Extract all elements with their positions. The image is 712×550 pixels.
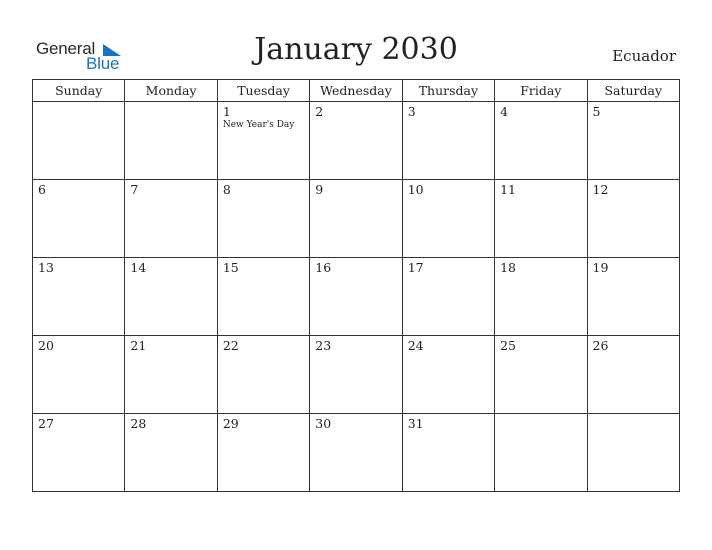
logo-text-general: General — [36, 39, 96, 58]
weekday-header-sunday: Sunday — [33, 80, 125, 102]
day-number: 19 — [592, 260, 609, 275]
day-cell — [587, 414, 679, 492]
day-cell — [125, 414, 217, 492]
day-cell — [310, 258, 402, 336]
day-cell — [217, 102, 309, 180]
day-cell — [33, 258, 125, 336]
day-cell — [402, 102, 494, 180]
week-row — [33, 336, 680, 414]
week-row — [33, 102, 680, 180]
day-cell — [402, 336, 494, 414]
week-row — [33, 258, 680, 336]
day-cell — [33, 102, 125, 180]
day-cell — [310, 180, 402, 258]
day-cell — [310, 102, 402, 180]
day-cell — [217, 180, 309, 258]
day-number: 20 — [38, 338, 54, 353]
weekday-header-friday: Friday — [495, 80, 587, 102]
day-number: 12 — [592, 182, 609, 197]
week-row — [33, 414, 680, 492]
day-number: 21 — [130, 338, 147, 353]
day-number: 13 — [38, 260, 54, 275]
day-number: 11 — [500, 182, 517, 197]
day-cell — [33, 414, 125, 492]
day-cell — [402, 414, 494, 492]
weekday-header-thursday: Thursday — [402, 80, 494, 102]
day-cell — [495, 414, 587, 492]
day-number — [588, 414, 679, 417]
calendar-grid — [32, 79, 680, 492]
day-cell — [495, 102, 587, 180]
day-cell — [125, 336, 217, 414]
day-number: 7 — [130, 182, 139, 197]
day-number: 27 — [38, 416, 54, 431]
day-cell — [587, 258, 679, 336]
country-label: Ecuador — [612, 47, 676, 65]
weekday-header-tuesday: Tuesday — [217, 80, 309, 102]
day-number: 30 — [315, 416, 332, 431]
day-cell — [587, 336, 679, 414]
day-number: 9 — [315, 182, 324, 197]
day-number: 1 — [222, 104, 231, 119]
calendar-title: January 2030 — [254, 32, 458, 67]
day-number: 22 — [222, 338, 239, 353]
day-number: 23 — [315, 338, 332, 353]
day-cell — [495, 180, 587, 258]
day-number: 31 — [407, 416, 424, 431]
day-cell — [402, 258, 494, 336]
day-number: 2 — [315, 104, 324, 119]
day-number: 14 — [130, 260, 147, 275]
day-number — [33, 102, 124, 105]
logo-text-blue: Blue — [86, 54, 120, 73]
day-cell — [33, 180, 125, 258]
weekday-header-wednesday: Wednesday — [310, 80, 402, 102]
day-number: 4 — [500, 104, 509, 119]
day-number: 17 — [407, 260, 424, 275]
day-cell — [125, 180, 217, 258]
day-number: 10 — [407, 182, 424, 197]
day-number: 6 — [38, 182, 46, 197]
day-number: 25 — [500, 338, 517, 353]
day-number: 5 — [592, 104, 601, 119]
day-cell — [310, 336, 402, 414]
holiday-label: New Year's Day — [222, 120, 295, 130]
day-number: 8 — [222, 182, 231, 197]
weekday-header-monday: Monday — [125, 80, 217, 102]
day-cell — [587, 180, 679, 258]
day-number: 24 — [407, 338, 424, 353]
day-number — [495, 414, 586, 417]
day-number — [125, 102, 216, 105]
day-cell — [125, 102, 217, 180]
day-number: 28 — [130, 416, 147, 431]
day-cell — [125, 258, 217, 336]
day-cell — [310, 414, 402, 492]
day-number: 18 — [500, 260, 517, 275]
day-number: 26 — [592, 338, 609, 353]
day-number: 16 — [315, 260, 332, 275]
day-number: 15 — [222, 260, 239, 275]
day-cell — [33, 336, 125, 414]
weekday-header-saturday: Saturday — [587, 80, 679, 102]
day-cell — [402, 180, 494, 258]
day-number: 29 — [222, 416, 239, 431]
day-cell — [217, 336, 309, 414]
day-cell — [217, 258, 309, 336]
day-number: 3 — [407, 104, 416, 119]
week-row — [33, 180, 680, 258]
day-cell — [495, 258, 587, 336]
day-cell — [587, 102, 679, 180]
day-cell — [495, 336, 587, 414]
day-cell — [217, 414, 309, 492]
weekday-header-row — [33, 80, 680, 102]
